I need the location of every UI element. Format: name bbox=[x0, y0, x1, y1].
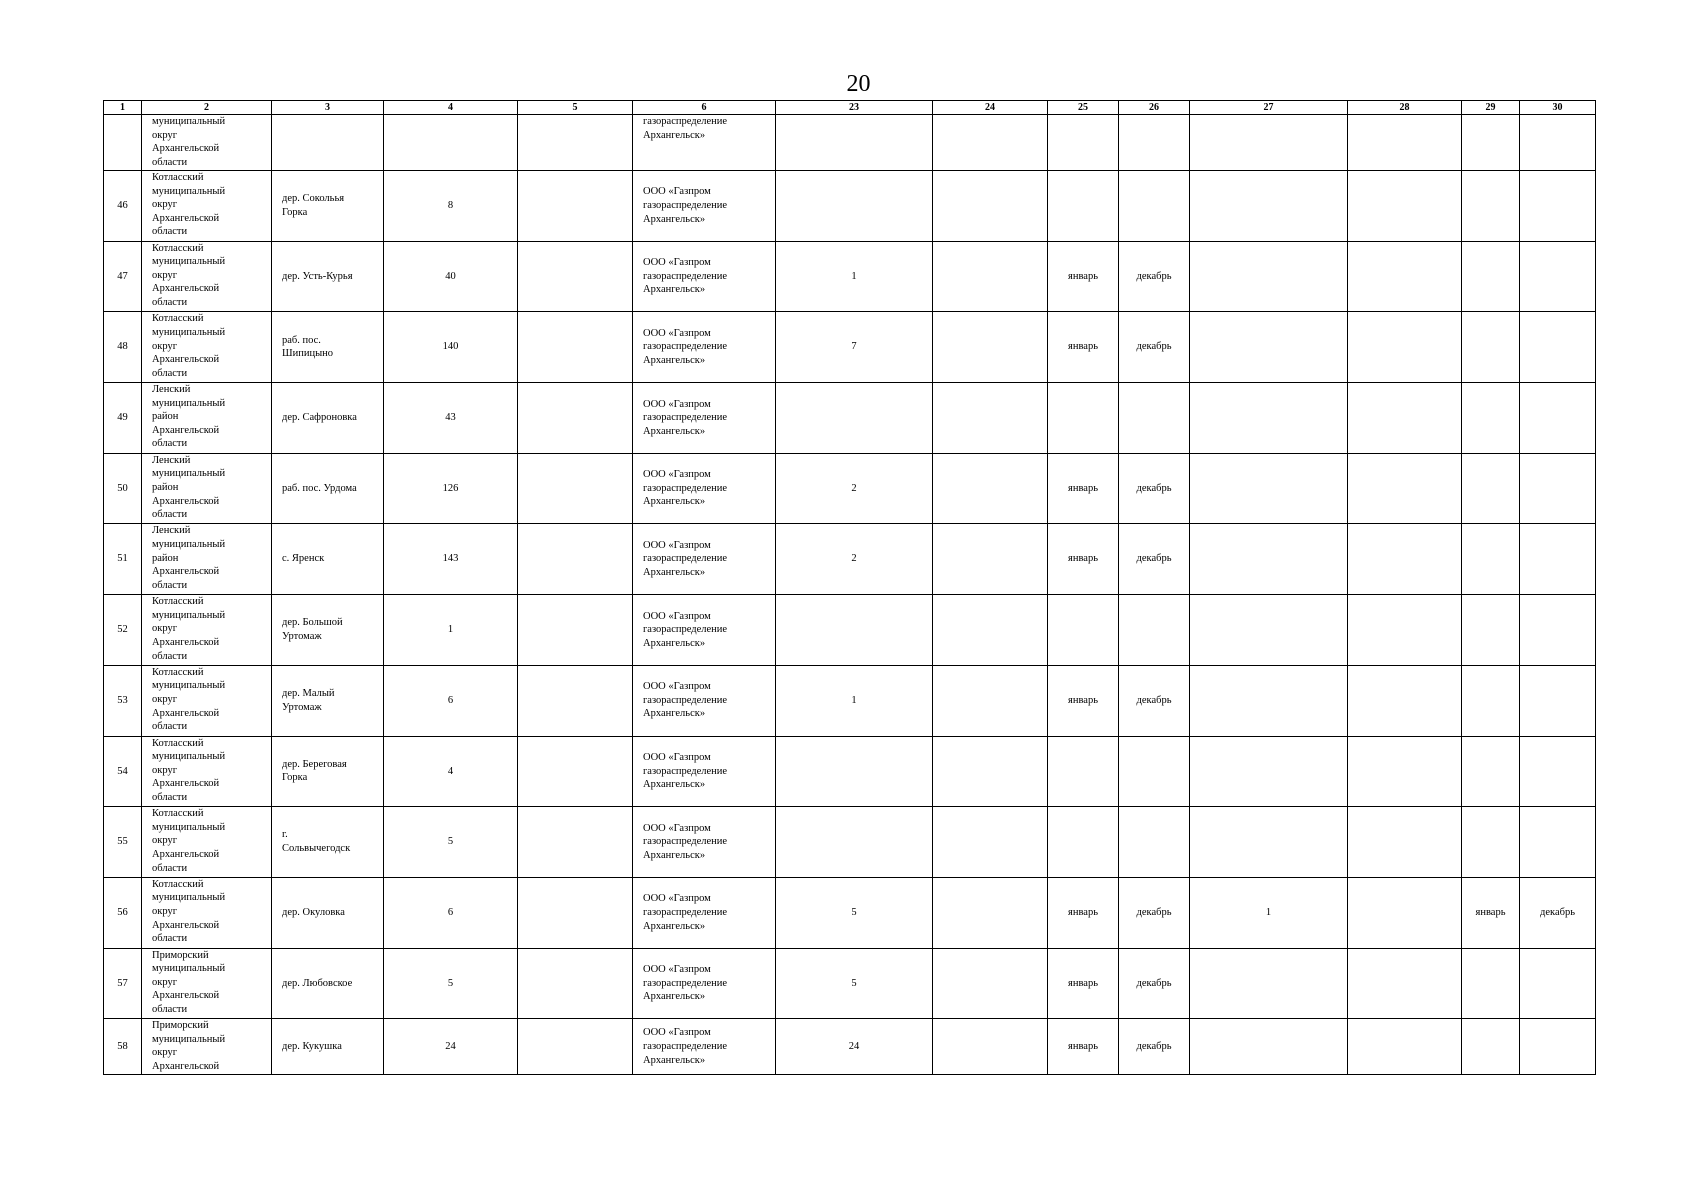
value-cell bbox=[776, 807, 933, 878]
value-cell bbox=[1190, 453, 1348, 524]
value-cell bbox=[1520, 736, 1596, 807]
value-cell bbox=[1520, 383, 1596, 454]
value-cell bbox=[1462, 595, 1520, 666]
value-cell bbox=[1119, 171, 1190, 242]
organization-cell: ООО «Газпром газораспределение Архангельск» bbox=[633, 877, 776, 948]
value-cell: 5 bbox=[384, 807, 518, 878]
row-number-cell: 58 bbox=[104, 1019, 142, 1075]
value-cell: 6 bbox=[384, 877, 518, 948]
value-cell bbox=[933, 665, 1048, 736]
municipality-cell: Котласский муниципальный округ Архангельской области bbox=[142, 595, 272, 666]
value-cell bbox=[1048, 171, 1119, 242]
schedule-table bbox=[103, 100, 1596, 1075]
organization-cell: ООО «Газпром газораспределение Архангельск» bbox=[633, 241, 776, 312]
row-number-cell: 53 bbox=[104, 665, 142, 736]
value-cell bbox=[933, 171, 1048, 242]
value-cell bbox=[1119, 807, 1190, 878]
table-row bbox=[104, 383, 1596, 454]
value-cell bbox=[776, 171, 933, 242]
municipality-cell: Котласский муниципальный округ Архангельской области bbox=[142, 736, 272, 807]
municipality-cell: Котласский муниципальный округ Архангельской области bbox=[142, 807, 272, 878]
value-cell bbox=[1520, 948, 1596, 1019]
value-cell: 7 bbox=[776, 312, 933, 383]
value-cell bbox=[1520, 453, 1596, 524]
value-cell bbox=[1520, 665, 1596, 736]
locality-cell: дер. Кукушка bbox=[272, 1019, 384, 1075]
row-number-cell: 46 bbox=[104, 171, 142, 242]
value-cell bbox=[1119, 736, 1190, 807]
value-cell bbox=[518, 877, 633, 948]
municipality-cell: Котласский муниципальный округ Архангельской области bbox=[142, 877, 272, 948]
organization-cell: ООО «Газпром газораспределение Архангельск» bbox=[633, 171, 776, 242]
value-cell bbox=[1119, 595, 1190, 666]
value-cell bbox=[518, 312, 633, 383]
value-cell bbox=[518, 948, 633, 1019]
value-cell bbox=[1190, 524, 1348, 595]
value-cell bbox=[1520, 524, 1596, 595]
locality-cell: дер. Сафроновка bbox=[272, 383, 384, 454]
municipality-cell: Котласский муниципальный округ Архангельской области bbox=[142, 171, 272, 242]
locality-cell: раб. пос. Урдома bbox=[272, 453, 384, 524]
column-header: 24 bbox=[933, 101, 1048, 115]
table-row bbox=[104, 453, 1596, 524]
column-header: 2 bbox=[142, 101, 272, 115]
value-cell bbox=[1348, 383, 1462, 454]
value-cell: январь bbox=[1048, 312, 1119, 383]
value-cell bbox=[776, 115, 933, 171]
row-number-cell: 54 bbox=[104, 736, 142, 807]
value-cell bbox=[1119, 383, 1190, 454]
organization-cell: газораспределение Архангельск» bbox=[633, 115, 776, 171]
value-cell: декабрь bbox=[1119, 948, 1190, 1019]
locality-cell: дер. Сокольья Горка bbox=[272, 171, 384, 242]
row-number-cell: 52 bbox=[104, 595, 142, 666]
row-number-cell: 50 bbox=[104, 453, 142, 524]
value-cell bbox=[933, 115, 1048, 171]
table-row bbox=[104, 312, 1596, 383]
organization-cell: ООО «Газпром газораспределение Архангельск» bbox=[633, 312, 776, 383]
value-cell bbox=[518, 383, 633, 454]
organization-cell: ООО «Газпром газораспределение Архангельск» bbox=[633, 453, 776, 524]
value-cell bbox=[933, 241, 1048, 312]
page-number: 20 bbox=[846, 71, 871, 97]
value-cell: 4 bbox=[384, 736, 518, 807]
value-cell: 5 bbox=[776, 948, 933, 1019]
value-cell bbox=[1048, 595, 1119, 666]
value-cell bbox=[1348, 595, 1462, 666]
value-cell bbox=[776, 595, 933, 666]
value-cell bbox=[1190, 736, 1348, 807]
value-cell bbox=[1348, 115, 1462, 171]
locality-cell: дер. Береговая Горка bbox=[272, 736, 384, 807]
value-cell bbox=[1048, 736, 1119, 807]
value-cell bbox=[1190, 171, 1348, 242]
column-header: 3 bbox=[272, 101, 384, 115]
value-cell: 126 bbox=[384, 453, 518, 524]
locality-cell: раб. пос. Шипицыно bbox=[272, 312, 384, 383]
table-row bbox=[104, 171, 1596, 242]
value-cell bbox=[1462, 807, 1520, 878]
value-cell: 1 bbox=[776, 665, 933, 736]
value-cell bbox=[1348, 241, 1462, 312]
value-cell bbox=[1520, 595, 1596, 666]
value-cell: январь bbox=[1048, 948, 1119, 1019]
row-number-cell: 56 bbox=[104, 877, 142, 948]
value-cell bbox=[1348, 665, 1462, 736]
value-cell bbox=[1190, 595, 1348, 666]
value-cell bbox=[1190, 665, 1348, 736]
column-header: 23 bbox=[776, 101, 933, 115]
value-cell bbox=[1462, 1019, 1520, 1075]
value-cell bbox=[518, 241, 633, 312]
organization-cell: ООО «Газпром газораспределение Архангельск» bbox=[633, 736, 776, 807]
value-cell bbox=[518, 1019, 633, 1075]
table-row bbox=[104, 948, 1596, 1019]
value-cell bbox=[933, 312, 1048, 383]
value-cell: 1 bbox=[1190, 877, 1348, 948]
organization-cell: ООО «Газпром газораспределение Архангельск» bbox=[633, 948, 776, 1019]
value-cell bbox=[1462, 453, 1520, 524]
value-cell bbox=[518, 665, 633, 736]
row-number-cell: 47 bbox=[104, 241, 142, 312]
table-row bbox=[104, 736, 1596, 807]
value-cell bbox=[1348, 524, 1462, 595]
value-cell bbox=[518, 524, 633, 595]
value-cell: 24 bbox=[776, 1019, 933, 1075]
organization-cell: ООО «Газпром газораспределение Архангельск» bbox=[633, 595, 776, 666]
municipality-cell: муниципальный округ Архангельской области bbox=[142, 115, 272, 171]
value-cell bbox=[518, 807, 633, 878]
municipality-cell: Ленский муниципальный район Архангельской области bbox=[142, 524, 272, 595]
value-cell bbox=[1520, 312, 1596, 383]
locality-cell: дер. Любовское bbox=[272, 948, 384, 1019]
value-cell bbox=[1348, 453, 1462, 524]
organization-cell: ООО «Газпром газораспределение Архангельск» bbox=[633, 807, 776, 878]
value-cell bbox=[1520, 171, 1596, 242]
value-cell bbox=[933, 877, 1048, 948]
table-row bbox=[104, 1019, 1596, 1075]
value-cell bbox=[776, 383, 933, 454]
municipality-cell: Приморский муниципальный округ Архангельской области bbox=[142, 948, 272, 1019]
value-cell bbox=[933, 383, 1048, 454]
value-cell: 8 bbox=[384, 171, 518, 242]
row-number-cell: 55 bbox=[104, 807, 142, 878]
locality-cell bbox=[272, 115, 384, 171]
column-header: 27 bbox=[1190, 101, 1348, 115]
value-cell bbox=[1462, 524, 1520, 595]
value-cell bbox=[1348, 948, 1462, 1019]
value-cell bbox=[933, 1019, 1048, 1075]
value-cell: 1 bbox=[384, 595, 518, 666]
value-cell: 2 bbox=[776, 453, 933, 524]
value-cell bbox=[1348, 807, 1462, 878]
locality-cell: дер. Окуловка bbox=[272, 877, 384, 948]
value-cell: 140 bbox=[384, 312, 518, 383]
organization-cell: ООО «Газпром газораспределение Архангельск» bbox=[633, 1019, 776, 1075]
value-cell bbox=[1190, 241, 1348, 312]
value-cell: 43 bbox=[384, 383, 518, 454]
value-cell bbox=[933, 736, 1048, 807]
column-header: 5 bbox=[518, 101, 633, 115]
value-cell bbox=[1119, 115, 1190, 171]
table-row bbox=[104, 877, 1596, 948]
value-cell bbox=[518, 736, 633, 807]
municipality-cell: Ленский муниципальный район Архангельской области bbox=[142, 453, 272, 524]
organization-cell: ООО «Газпром газораспределение Архангельск» bbox=[633, 665, 776, 736]
value-cell bbox=[1348, 736, 1462, 807]
municipality-cell: Приморский муниципальный округ Архангельской bbox=[142, 1019, 272, 1075]
table-row bbox=[104, 241, 1596, 312]
value-cell bbox=[1520, 115, 1596, 171]
organization-cell: ООО «Газпром газораспределение Архангельск» bbox=[633, 524, 776, 595]
locality-cell: с. Яренск bbox=[272, 524, 384, 595]
table-row bbox=[104, 807, 1596, 878]
value-cell: декабрь bbox=[1520, 877, 1596, 948]
row-number-cell: 48 bbox=[104, 312, 142, 383]
value-cell bbox=[933, 524, 1048, 595]
municipality-cell: Котласский муниципальный округ Архангельской области bbox=[142, 312, 272, 383]
value-cell bbox=[518, 453, 633, 524]
value-cell bbox=[933, 453, 1048, 524]
value-cell: 6 bbox=[384, 665, 518, 736]
value-cell: декабрь bbox=[1119, 665, 1190, 736]
value-cell bbox=[1190, 1019, 1348, 1075]
value-cell bbox=[1462, 948, 1520, 1019]
row-number-cell: 51 bbox=[104, 524, 142, 595]
value-cell bbox=[1520, 241, 1596, 312]
value-cell: 5 bbox=[776, 877, 933, 948]
value-cell bbox=[1348, 1019, 1462, 1075]
value-cell bbox=[933, 948, 1048, 1019]
column-header: 30 bbox=[1520, 101, 1596, 115]
value-cell: 40 bbox=[384, 241, 518, 312]
value-cell: 24 bbox=[384, 1019, 518, 1075]
value-cell bbox=[1462, 665, 1520, 736]
column-header: 26 bbox=[1119, 101, 1190, 115]
municipality-cell: Ленский муниципальный район Архангельской области bbox=[142, 383, 272, 454]
column-header: 25 bbox=[1048, 101, 1119, 115]
value-cell bbox=[933, 807, 1048, 878]
value-cell: декабрь bbox=[1119, 1019, 1190, 1075]
row-number-cell bbox=[104, 115, 142, 171]
header-row bbox=[104, 101, 1596, 115]
value-cell: декабрь bbox=[1119, 877, 1190, 948]
value-cell: январь bbox=[1048, 1019, 1119, 1075]
value-cell: январь bbox=[1048, 665, 1119, 736]
value-cell bbox=[1520, 807, 1596, 878]
value-cell bbox=[1462, 736, 1520, 807]
column-header: 6 bbox=[633, 101, 776, 115]
municipality-cell: Котласский муниципальный округ Архангельской области bbox=[142, 241, 272, 312]
locality-cell: дер. Большой Уртомаж bbox=[272, 595, 384, 666]
value-cell: январь bbox=[1048, 453, 1119, 524]
value-cell bbox=[1048, 115, 1119, 171]
value-cell bbox=[1190, 383, 1348, 454]
value-cell bbox=[1190, 807, 1348, 878]
organization-cell: ООО «Газпром газораспределение Архангельск» bbox=[633, 383, 776, 454]
value-cell bbox=[1462, 312, 1520, 383]
value-cell: декабрь bbox=[1119, 312, 1190, 383]
row-number-cell: 57 bbox=[104, 948, 142, 1019]
value-cell bbox=[1048, 383, 1119, 454]
value-cell bbox=[776, 736, 933, 807]
value-cell: 143 bbox=[384, 524, 518, 595]
value-cell: январь bbox=[1048, 524, 1119, 595]
value-cell bbox=[933, 595, 1048, 666]
column-header: 29 bbox=[1462, 101, 1520, 115]
row-number-cell: 49 bbox=[104, 383, 142, 454]
value-cell bbox=[518, 171, 633, 242]
value-cell bbox=[1348, 171, 1462, 242]
value-cell bbox=[1190, 948, 1348, 1019]
locality-cell: дер. Малый Уртомаж bbox=[272, 665, 384, 736]
value-cell bbox=[1348, 312, 1462, 383]
value-cell: декабрь bbox=[1119, 453, 1190, 524]
value-cell bbox=[1190, 312, 1348, 383]
table-row bbox=[104, 595, 1596, 666]
value-cell bbox=[1520, 1019, 1596, 1075]
value-cell bbox=[1190, 115, 1348, 171]
value-cell bbox=[1348, 877, 1462, 948]
column-header: 1 bbox=[104, 101, 142, 115]
locality-cell: дер. Усть-Курья bbox=[272, 241, 384, 312]
continuation-row bbox=[104, 115, 1596, 171]
value-cell bbox=[1462, 171, 1520, 242]
value-cell bbox=[1462, 115, 1520, 171]
value-cell bbox=[1462, 383, 1520, 454]
value-cell: декабрь bbox=[1119, 241, 1190, 312]
value-cell bbox=[1462, 241, 1520, 312]
value-cell: 1 bbox=[776, 241, 933, 312]
column-header: 28 bbox=[1348, 101, 1462, 115]
locality-cell: г. Сольвычегодск bbox=[272, 807, 384, 878]
municipality-cell: Котласский муниципальный округ Архангельской области bbox=[142, 665, 272, 736]
value-cell bbox=[384, 115, 518, 171]
value-cell bbox=[518, 115, 633, 171]
value-cell: январь bbox=[1462, 877, 1520, 948]
table-row bbox=[104, 665, 1596, 736]
value-cell: декабрь bbox=[1119, 524, 1190, 595]
value-cell: 5 bbox=[384, 948, 518, 1019]
table-row bbox=[104, 524, 1596, 595]
value-cell bbox=[1048, 807, 1119, 878]
value-cell: январь bbox=[1048, 241, 1119, 312]
value-cell: январь bbox=[1048, 877, 1119, 948]
value-cell: 2 bbox=[776, 524, 933, 595]
value-cell bbox=[518, 595, 633, 666]
column-header: 4 bbox=[384, 101, 518, 115]
